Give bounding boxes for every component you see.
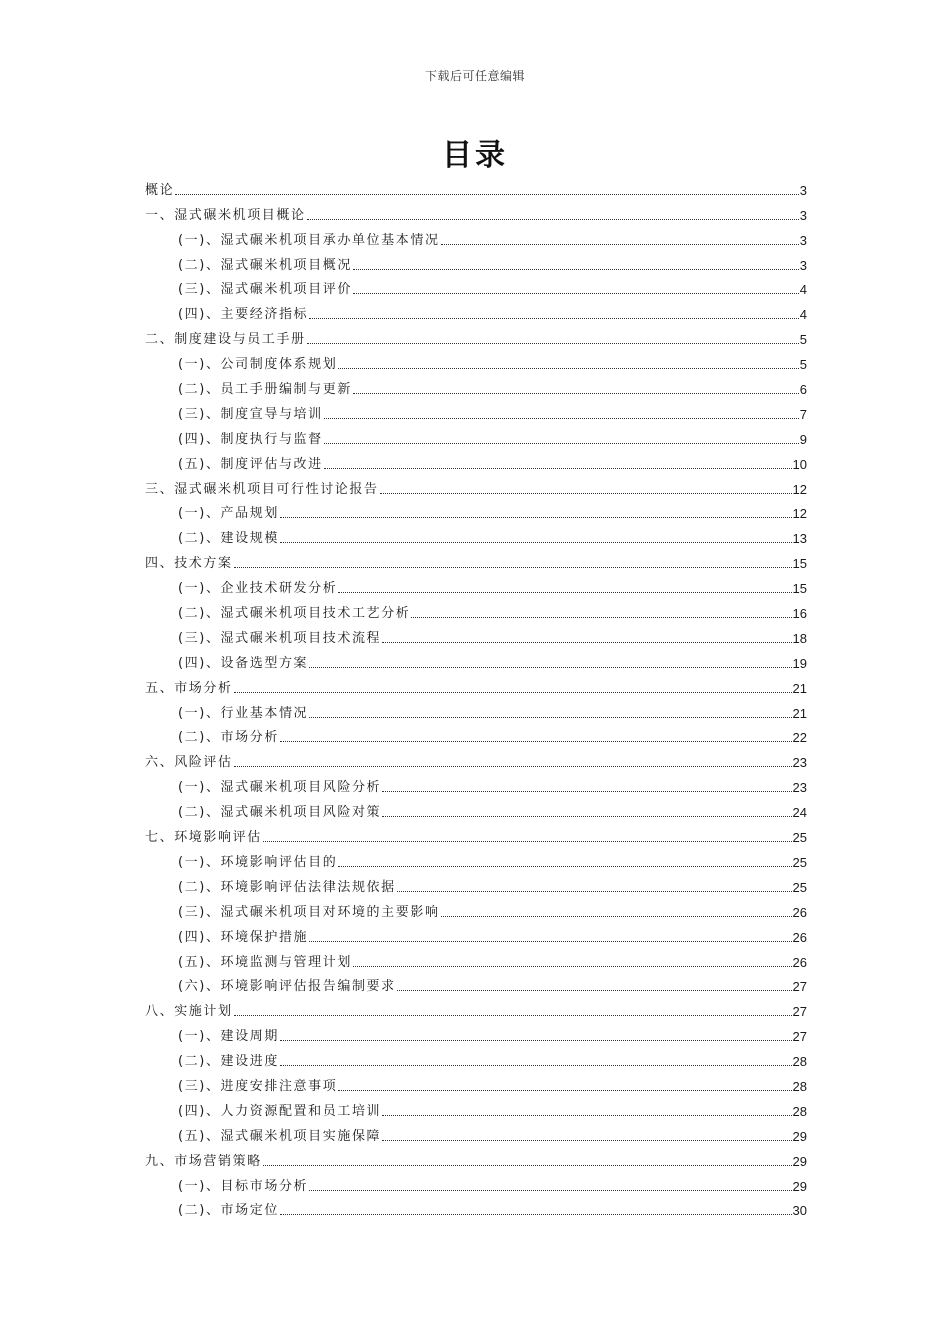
toc-entry[interactable]: [145, 921, 807, 946]
toc-entry[interactable]: [145, 423, 807, 448]
table-of-contents: [145, 174, 807, 1219]
toc-entry[interactable]: [145, 871, 807, 896]
toc-entry-title: (三)、制度宣导与培训: [178, 406, 323, 422]
toc-entry-title: (二)、建设进度: [178, 1054, 279, 1070]
toc-dot-leader: [382, 1139, 791, 1141]
toc-entry-title: (二)、建设规模: [178, 531, 279, 547]
toc-entry-page-number: 26: [792, 904, 807, 920]
toc-entry-page-number: 18: [792, 630, 807, 646]
toc-entry-title: (四)、环境保护措施: [178, 929, 309, 945]
toc-entry[interactable]: [145, 1070, 807, 1095]
toc-entry-title: (二)、湿式碾米机项目风险对策: [178, 805, 382, 821]
toc-entry[interactable]: [145, 821, 807, 846]
toc-entry[interactable]: [145, 373, 807, 398]
toc-dot-leader: [309, 940, 791, 942]
page-header: 下载后可任意编辑: [424, 69, 525, 83]
toc-dot-leader: [309, 317, 799, 319]
toc-entry-page-number: 15: [792, 556, 807, 572]
toc-entry-page-number: 19: [792, 655, 807, 671]
toc-entry-page-number: 29: [792, 1153, 807, 1169]
toc-entry-page-number: 6: [799, 382, 807, 398]
toc-entry-title: 二、制度建设与员工手册: [145, 332, 306, 348]
toc-entry-page-number: 7: [799, 406, 807, 422]
toc-entry[interactable]: [145, 1120, 807, 1145]
toc-entry-page-number: 27: [792, 979, 807, 995]
toc-dot-leader: [353, 392, 799, 394]
toc-entry[interactable]: [145, 348, 807, 373]
toc-dot-leader: [309, 716, 791, 718]
toc-dot-leader: [280, 541, 792, 543]
toc-entry[interactable]: [145, 796, 807, 821]
toc-entry-title: (三)、进度安排注意事项: [178, 1078, 338, 1094]
toc-entry-page-number: 28: [792, 1103, 807, 1119]
toc-entry-page-number: 29: [792, 1128, 807, 1144]
toc-dot-leader: [234, 691, 792, 693]
toc-entry-page-number: 27: [792, 1004, 807, 1020]
toc-entry[interactable]: [145, 448, 807, 473]
toc-entry[interactable]: [145, 1170, 807, 1195]
toc-entry-page-number: 3: [799, 257, 807, 273]
toc-entry[interactable]: [145, 398, 807, 423]
toc-entry-page-number: 24: [792, 805, 807, 821]
toc-entry-title: 五、市场分析: [145, 680, 233, 696]
toc-dot-leader: [324, 467, 792, 469]
toc-entry-title: (一)、建设周期: [178, 1029, 279, 1045]
toc-entry[interactable]: [145, 995, 807, 1020]
toc-entry-page-number: 25: [792, 830, 807, 846]
toc-entry-title: (五)、环境监测与管理计划: [178, 954, 352, 970]
toc-dot-leader: [397, 890, 792, 892]
toc-entry-page-number: 12: [792, 481, 807, 497]
toc-dot-leader: [353, 292, 799, 294]
toc-entry-title: 三、湿式碾米机项目可行性讨论报告: [145, 481, 379, 497]
toc-entry-page-number: 12: [792, 506, 807, 522]
toc-entry-title: (三)、湿式碾米机项目评价: [178, 282, 352, 298]
toc-entry[interactable]: [145, 771, 807, 796]
toc-entry-page-number: 25: [792, 879, 807, 895]
toc-entry-title: 九、市场营销策略: [145, 1153, 262, 1169]
toc-entry-title: (一)、企业技术研发分析: [178, 581, 338, 597]
toc-entry-title: (五)、制度评估与改进: [178, 456, 323, 472]
toc-entry[interactable]: [145, 498, 807, 523]
toc-entry-page-number: 22: [792, 730, 807, 746]
toc-entry[interactable]: [145, 1045, 807, 1070]
toc-entry-title: (二)、市场分析: [178, 730, 279, 746]
toc-entry-title: 八、实施计划: [145, 1004, 233, 1020]
toc-entry-page-number: 23: [792, 780, 807, 796]
toc-entry[interactable]: [145, 971, 807, 996]
toc-dot-leader: [353, 965, 792, 967]
toc-entry[interactable]: [145, 622, 807, 647]
toc-entry-title: 六、风险评估: [145, 755, 233, 771]
toc-entry[interactable]: [145, 249, 807, 274]
toc-entry-title: 四、技术方案: [145, 556, 233, 572]
toc-dot-leader: [397, 989, 792, 991]
toc-entry-page-number: 4: [799, 282, 807, 298]
toc-entry-title: (五)、湿式碾米机项目实施保障: [178, 1128, 382, 1144]
toc-dot-leader: [338, 367, 798, 369]
toc-dot-leader: [280, 1039, 792, 1041]
toc-dot-leader: [280, 740, 792, 742]
toc-entry[interactable]: [145, 1020, 807, 1045]
toc-entry[interactable]: [145, 522, 807, 547]
toc-entry[interactable]: [145, 473, 807, 498]
toc-dot-leader: [309, 666, 791, 668]
toc-title: 目录: [442, 138, 508, 173]
toc-entry-title: (二)、市场定位: [178, 1203, 279, 1219]
toc-entry-page-number: 10: [792, 456, 807, 472]
toc-entry-page-number: 23: [792, 755, 807, 771]
toc-entry-page-number: 5: [799, 357, 807, 373]
toc-entry-title: (一)、湿式碾米机项目风险分析: [178, 780, 382, 796]
toc-entry-title: (一)、环境影响评估目的: [178, 854, 338, 870]
toc-dot-leader: [380, 492, 792, 494]
toc-entry-title: (三)、湿式碾米机项目技术流程: [178, 630, 382, 646]
toc-entry[interactable]: [145, 174, 807, 199]
toc-entry[interactable]: [145, 572, 807, 597]
toc-entry-title: (一)、行业基本情况: [178, 705, 309, 721]
toc-entry-page-number: 28: [792, 1054, 807, 1070]
toc-entry-page-number: 5: [799, 332, 807, 348]
toc-entry-page-number: 13: [792, 531, 807, 547]
toc-dot-leader: [280, 1213, 792, 1215]
toc-entry-page-number: 4: [799, 307, 807, 323]
toc-entry[interactable]: [145, 323, 807, 348]
toc-entry-title: (四)、设备选型方案: [178, 655, 309, 671]
toc-entry-title: 一、湿式碾米机项目概论: [145, 207, 306, 223]
toc-entry-page-number: 21: [792, 680, 807, 696]
toc-dot-leader: [382, 815, 791, 817]
toc-entry-page-number: 9: [799, 431, 807, 447]
toc-dot-leader: [307, 218, 799, 220]
toc-entry[interactable]: [145, 647, 807, 672]
toc-entry[interactable]: [145, 746, 807, 771]
toc-entry-page-number: 29: [792, 1178, 807, 1194]
toc-entry[interactable]: [145, 224, 807, 249]
toc-entry-page-number: 28: [792, 1078, 807, 1094]
toc-entry-page-number: 30: [792, 1203, 807, 1219]
toc-dot-leader: [309, 1189, 791, 1191]
toc-entry-title: (二)、员工手册编制与更新: [178, 382, 352, 398]
toc-dot-leader: [234, 566, 792, 568]
toc-dot-leader: [441, 915, 792, 917]
toc-entry[interactable]: [145, 1195, 807, 1220]
toc-entry-title: 概论: [145, 182, 175, 198]
toc-entry-title: (四)、主要经济指标: [178, 307, 309, 323]
toc-entry-title: (一)、产品规划: [178, 506, 279, 522]
toc-dot-leader: [307, 342, 799, 344]
toc-dot-leader: [411, 616, 791, 618]
toc-dot-leader: [263, 1164, 792, 1166]
toc-entry-page-number: 26: [792, 929, 807, 945]
toc-entry[interactable]: [145, 672, 807, 697]
toc-dot-leader: [324, 417, 799, 419]
toc-entry[interactable]: [145, 697, 807, 722]
toc-dot-leader: [175, 193, 799, 195]
toc-entry-title: (六)、环境影响评估报告编制要求: [178, 979, 396, 995]
toc-entry-title: 七、环境影响评估: [145, 830, 262, 846]
toc-entry-title: (一)、目标市场分析: [178, 1178, 309, 1194]
toc-dot-leader: [280, 516, 792, 518]
toc-entry-title: (二)、湿式碾米机项目技术工艺分析: [178, 606, 411, 622]
toc-entry[interactable]: [145, 946, 807, 971]
toc-dot-leader: [353, 268, 799, 270]
toc-dot-leader: [338, 591, 791, 593]
toc-entry[interactable]: [145, 298, 807, 323]
toc-entry-title: (三)、湿式碾米机项目对环境的主要影响: [178, 904, 440, 920]
toc-entry-title: (一)、湿式碾米机项目承办单位基本情况: [178, 232, 440, 248]
toc-dot-leader: [338, 1089, 791, 1091]
toc-entry-page-number: 26: [792, 954, 807, 970]
toc-entry-page-number: 25: [792, 854, 807, 870]
toc-entry-title: (四)、人力资源配置和员工培训: [178, 1103, 382, 1119]
toc-entry-page-number: 3: [799, 182, 807, 198]
toc-entry-title: (一)、公司制度体系规划: [178, 357, 338, 373]
toc-entry-page-number: 27: [792, 1029, 807, 1045]
toc-entry-title: (二)、湿式碾米机项目概况: [178, 257, 352, 273]
toc-entry-page-number: 3: [799, 232, 807, 248]
toc-entry-page-number: 15: [792, 581, 807, 597]
toc-dot-leader: [263, 840, 792, 842]
toc-entry-page-number: 21: [792, 705, 807, 721]
toc-entry[interactable]: [145, 274, 807, 299]
toc-dot-leader: [280, 1064, 792, 1066]
toc-entry[interactable]: [145, 896, 807, 921]
toc-entry-page-number: 16: [792, 606, 807, 622]
toc-entry[interactable]: [145, 722, 807, 747]
toc-dot-leader: [382, 790, 791, 792]
toc-entry[interactable]: [145, 547, 807, 572]
toc-entry[interactable]: [145, 1145, 807, 1170]
toc-dot-leader: [441, 243, 799, 245]
toc-dot-leader: [382, 1114, 791, 1116]
toc-dot-leader: [234, 765, 792, 767]
toc-dot-leader: [324, 442, 799, 444]
toc-entry[interactable]: [145, 1095, 807, 1120]
toc-dot-leader: [382, 641, 791, 643]
toc-entry[interactable]: [145, 199, 807, 224]
toc-entry[interactable]: [145, 846, 807, 871]
toc-dot-leader: [338, 865, 791, 867]
toc-dot-leader: [234, 1014, 792, 1016]
toc-entry-title: (四)、制度执行与监督: [178, 431, 323, 447]
toc-entry-page-number: 3: [799, 207, 807, 223]
toc-entry-title: (二)、环境影响评估法律法规依据: [178, 879, 396, 895]
toc-entry[interactable]: [145, 597, 807, 622]
